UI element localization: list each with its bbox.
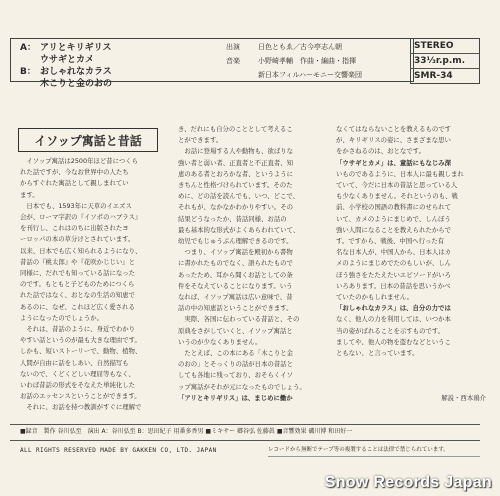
article-line: しても各地に残っており、おそらくイソ (178, 371, 294, 380)
article-line: 強い者と弱い者、正直者と不正直者、知 (178, 158, 294, 167)
article-line: それもが、なかなかわかりやすい。その (178, 203, 294, 212)
speed-label: 33⅓r.p.m. (414, 56, 466, 66)
article-line: とができます。 (178, 136, 223, 145)
orchestra: 新日本フィルハーモニー交響楽団 (258, 71, 362, 79)
music-value: 小野崎孝輔 作曲・編曲・指揮 (258, 57, 356, 65)
side-b-track-1: おしゃれなカラス (40, 67, 112, 77)
article-line: ぼう強さをたたえたいエピソードがいろ (336, 270, 452, 279)
article-line: 件をそなえていることになります。いう (178, 281, 293, 290)
article-column-2 (178, 124, 328, 422)
article-line: つまり、イソップ寓話を殿初から書物 (178, 248, 293, 257)
article-line: 実際、各国に伝わっている昔話と、その (178, 315, 300, 324)
article-line: それに、お話を持つ教訓がすぐに理解で (20, 403, 142, 412)
article-line: ます。 (20, 190, 39, 199)
article-line: 原典をさがしていくと、イソップ寓話と (178, 326, 293, 335)
side-b-track-2: 木こりと金のおの (40, 79, 113, 89)
article-line: 会が、ローマ字訳の『イソポのハブラス』 (20, 213, 142, 222)
article-line: なくてはならないことを教えるものです (336, 125, 452, 133)
article-line: いろあります。日本の昔話を思いうかべ (336, 281, 451, 290)
spec-rule-2 (410, 68, 480, 69)
track-box-divider (216, 38, 217, 82)
spec-rule-1 (410, 53, 480, 54)
article-line: それは、昔話のように、身近でわかり (20, 325, 136, 334)
article-line: を刊行し、これはのちに出版されたヨ (20, 224, 129, 233)
article-line: ともない、と言っています。 (336, 349, 419, 358)
article-line: ップ寓話がそれが元になったものでしょう。 (178, 382, 306, 391)
article-line: 日本でも、1593年に天草のイエズス (20, 201, 132, 210)
article-line: をかさねるのは、おとなです。 (336, 147, 425, 156)
article-line: 「アリとキリギリス」は、まじめに働か (178, 393, 293, 402)
article-line: 恵のある者とおろかな者、というように (178, 169, 294, 178)
recording-credits: ■録音 製作 谷川弘至 演出 A：谷川弘至 B：思田紀子 用番多香男 ■ミキサー 郷谷弘 佐藤眞 ■音響効果 磯川博 和田好一 (20, 428, 353, 435)
article-line: メのようにまじめでたのもしいが、しん (336, 259, 452, 268)
article-line: 「おしゃれなカラス」は、自分の力では (336, 304, 451, 313)
article-column-1 (20, 156, 170, 422)
catalog-number: SMR-34 (414, 71, 453, 81)
music-label: 音楽 (226, 57, 240, 65)
article-line: 当の姿がばれることを示すものです。 (336, 326, 445, 335)
article-line: なれば、イソップ寓話は広い意味で、昔 (178, 293, 293, 302)
side-b-label: B： (20, 67, 36, 77)
article-line: お話に登場する人や動物も、欲ばりな (178, 147, 294, 156)
article-line: 以来、日本でも広く知られるようになり、 (20, 246, 142, 255)
article-line: ましてや、他人の物を盗むなどというこ (336, 337, 451, 346)
side-a-track-1: アリとキリギリス (40, 43, 112, 53)
article-line: のです。もともと子どものためにつくら (20, 280, 135, 289)
article-line: いて、カメのようにまじめで、しんぼう (336, 214, 451, 223)
article-line: あるのに、なぜ、これほど広く愛される (20, 302, 135, 311)
article-line: いものであるように、日本人に最も親しまれ (336, 169, 464, 178)
article-line: 「ウサギとカメ」は、童話にもなじみ深 (336, 158, 452, 167)
side-a-label: A： (20, 43, 36, 53)
article-line: やすい話というのが最も大きな理由です。 (20, 336, 141, 345)
cast-value: 日色ともゑ／古今亭志ん朝 (258, 43, 342, 51)
article-line: 解説・西本鶏介 (441, 393, 486, 402)
article-line: 人間が自由に話をしあい、自然描写も (20, 358, 129, 367)
article-line: き、だれにも自分のこととして考えるこ (178, 125, 293, 133)
article-line: も少なくありません。それというのも、戦 (336, 192, 458, 201)
article-line: イソップ寓話は2500年ほど昔につくら (20, 157, 139, 165)
article-line: に書かれたものでなく、語られたもので (178, 259, 293, 268)
footer-rule-top (10, 424, 480, 425)
article-line: す。ですから、戦後、中国へ行った有 (336, 237, 445, 246)
article-line: れた話ではなく、おとなの生活の知恵で (20, 291, 135, 300)
article-line: たとえば、この本にある「木こりと金 (178, 349, 294, 358)
stereo-label: STEREO (414, 41, 454, 51)
rights-notice: ALL RIGHTS RESERVED MADE BY GAKKEN CO, LTD. JAPAN (20, 447, 217, 454)
article-line: きちんと性格づけられています。そのた (178, 181, 293, 190)
article-line: 昔話の『桃太郎』や『花咲かじじい』と (20, 257, 136, 266)
article-title: イソップ寓話と昔話 (18, 128, 158, 152)
article-line: 強い人間になることを教えられたからで (336, 225, 451, 234)
article-line: からすぐれた寓話として親しまれてい (20, 179, 129, 188)
article-line (336, 359, 486, 370)
article-line: ーロッパの本の草分けとされています。 (20, 235, 135, 244)
article-line: なく、他人の力を利用しては、いつか本 (336, 315, 451, 324)
article-line: のおの」とそっくりの話が日本の昔話と (178, 360, 294, 369)
article-line: あったため、耳から聞くお話としての条 (178, 270, 293, 279)
article-line: ていて、今だに日本の昔話と思っている人 (336, 181, 458, 190)
copy-notice: レコードから無断でテープ等の複製することは法律で禁じられています。 (268, 447, 449, 453)
article-line: 前、小学校の国語の教科書にのせられて (336, 203, 452, 212)
article-line: めに、どの話を読んでも、いつ、どこで、 (178, 192, 300, 201)
article-line: ていたのかもしれません。 (336, 293, 414, 302)
article-line: お話のエッセンスということができます。 (20, 392, 141, 401)
article-line: れた話ですが、今なお世界中の人たち (20, 168, 129, 177)
article-line: 結果どうなったか、昔話同様、お話の (178, 214, 287, 223)
footer-rule-bottom (10, 440, 480, 441)
article-line: ようになったのでしょうか。 (20, 313, 104, 322)
article-line: しかも、短いストーリーで、動物、植物、 (20, 347, 142, 356)
article-line: いうのが少なくありません。 (178, 337, 262, 346)
article-line: 話の中の知恵話ということができます。 (178, 304, 293, 313)
article-line: ないので、くどくどしい理屈等もなく、 (20, 369, 135, 378)
cast-label: 出演 (226, 43, 240, 51)
watermark-logo: Snow Records Japan (324, 474, 492, 491)
article-line: 名な日本人が、中国人から、日本人はカ (336, 248, 452, 257)
article-line: が、キリギリスの姿に、さまざまな思い (336, 136, 451, 145)
article-line: 最も基本的な形式がよくあらわれていて、 (178, 225, 300, 234)
article-line: 同様に、だれでも知っている話になった (20, 269, 136, 278)
article-line: いわば昔話の形式をそなえた単純化した (20, 381, 136, 390)
article-column-3 (336, 124, 486, 422)
article-line (336, 382, 486, 393)
side-a-track-2: ウサギとカメ (40, 55, 95, 65)
article-line (336, 370, 486, 381)
article-line: 幼児でもじゅうぶん理解できるのです。 (178, 237, 293, 246)
notice-underline (268, 456, 480, 457)
